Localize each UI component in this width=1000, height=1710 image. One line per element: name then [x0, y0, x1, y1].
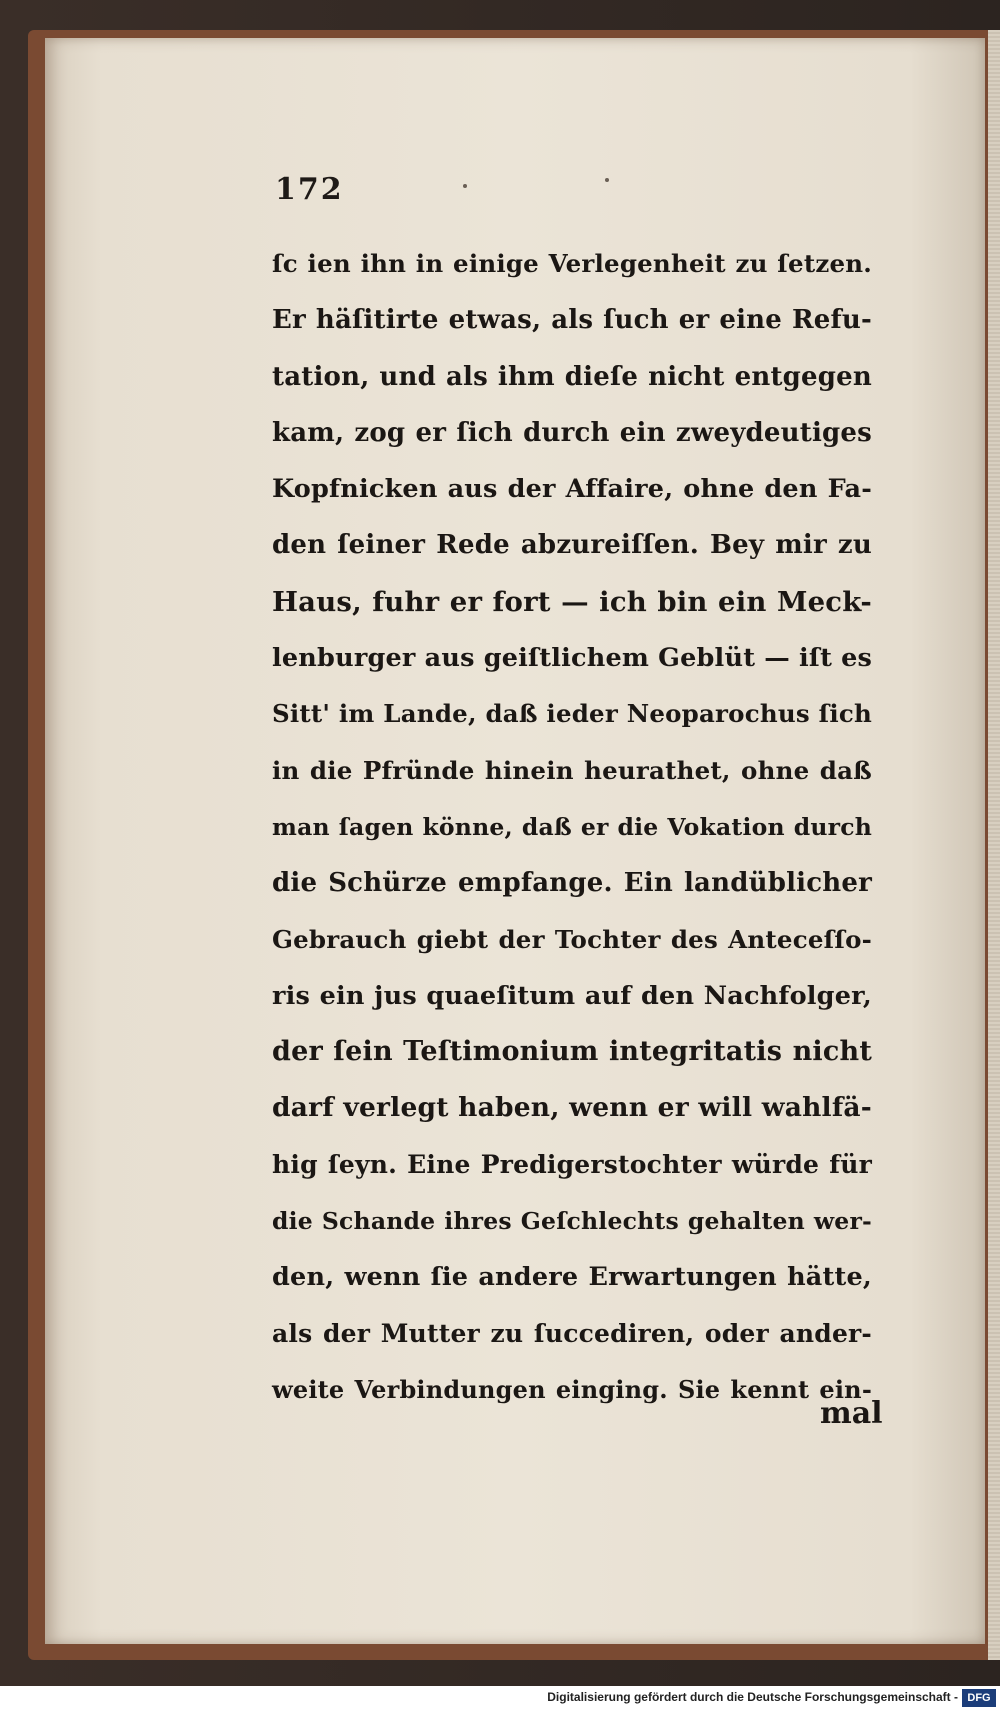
text-line: Er häſitirte etwas, als ſuch er eine Refu-	[272, 305, 872, 336]
text-line: hig ſeyn. Eine Predigerstochter würde für	[272, 1149, 872, 1179]
text-line: ſc ien ihn in einige Verlegenheit zu ſetzen.	[272, 249, 872, 278]
text-line: die Schande ihres Geſchlechts gehalten wer-	[272, 1207, 872, 1236]
text-line: darf verlegt haben, wenn er will wahlfä-	[272, 1092, 872, 1124]
text-line: tation, und als ihm dieſe nicht entgegen	[272, 361, 872, 392]
text-line: Gebrauch giebt der Tochter des Anteceſſo-	[272, 924, 872, 954]
page-fore-edge	[988, 30, 1000, 1660]
paper-speck	[605, 178, 609, 182]
text-line: Kopfnicken aus der Affaire, ohne den Fa-	[272, 474, 872, 505]
text-line: kam, zog er ſich durch ein zweydeutiges	[272, 417, 872, 448]
text-line: den, wenn ſie andere Erwartungen hätte,	[272, 1262, 872, 1293]
text-line: als der Mutter zu ſuccediren, oder ander-	[272, 1318, 872, 1348]
text-line: lenburger aus geiſtlichem Geblüt — iſt es	[272, 643, 873, 674]
text-line: man ſagen könne, daß er die Vokation durch	[272, 812, 872, 841]
catchword: mal	[820, 1396, 883, 1431]
text-line: Haus, fuhr er fort — ich bin ein Meck-	[272, 585, 872, 618]
text-line: in die Pfründe hinein heurathet, ohne daß	[272, 755, 872, 785]
text-line: die Schürze empfange. Ein landüblicher	[272, 868, 872, 899]
digitization-footer	[0, 1686, 1000, 1710]
text-line: weite Verbindungen einging. Sie kennt ein-	[272, 1374, 872, 1404]
text-line: den ſeiner Rede abzureiſſen. Bey mir zu	[272, 530, 872, 561]
dfg-logo-icon: DFG	[962, 1689, 996, 1707]
text-line: der ſein Teſtimonium integritatis nicht	[272, 1036, 872, 1068]
page-number: 172	[275, 172, 344, 207]
text-line: Sitt' im Lande, daß ieder Neoparochus ſich	[272, 699, 872, 729]
paper-speck	[463, 184, 467, 188]
text-line: ris ein jus quaeſitum auf den Nachfolger,	[272, 980, 872, 1011]
page-text	[272, 236, 872, 1418]
funding-credit: Digitalisierung gefördert durch die Deutsche Forschungsgemeinschaft -	[547, 1690, 958, 1704]
